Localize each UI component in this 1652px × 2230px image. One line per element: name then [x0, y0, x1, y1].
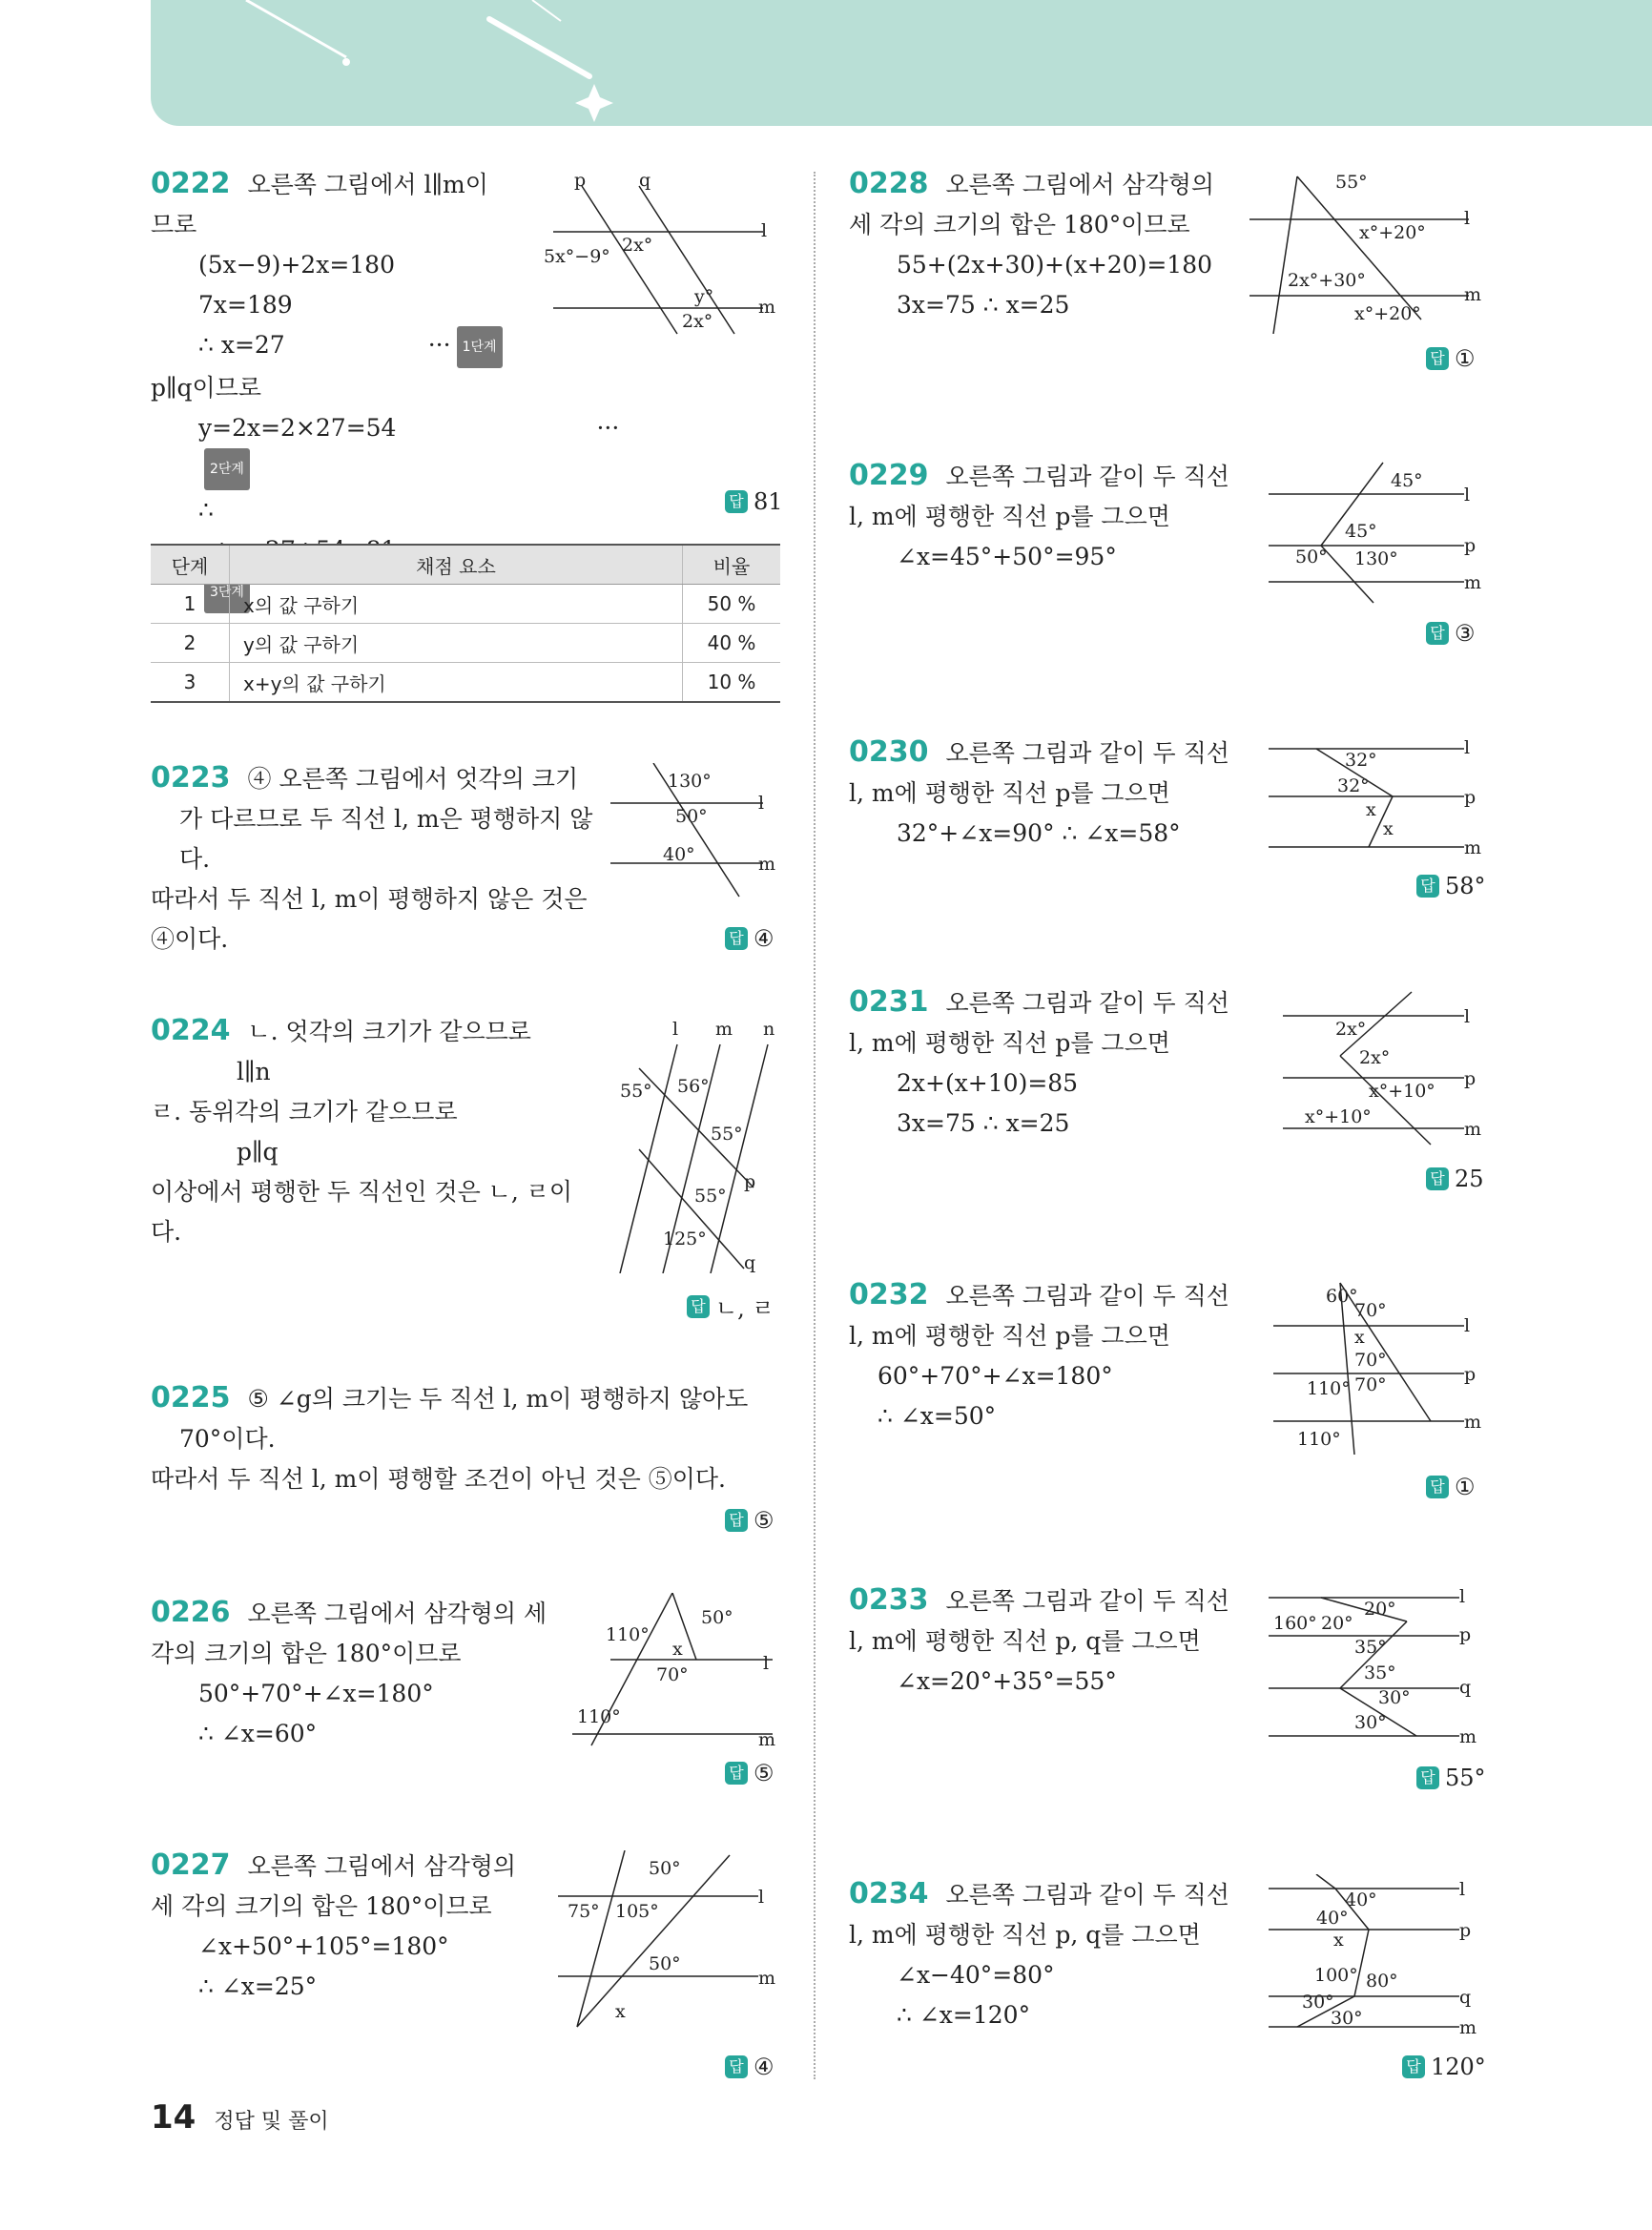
svg-text:l: l [1464, 208, 1471, 229]
svg-text:x°+20°: x°+20° [1354, 303, 1421, 324]
svg-text:70°: 70° [656, 1664, 689, 1685]
step-tag: 2단계 [204, 448, 250, 490]
answer-0234 [1402, 2054, 1486, 2080]
svg-text:l: l [758, 793, 765, 814]
problem-number: 0225 [151, 1381, 231, 1414]
equation: (5x−9)+2x=180 [198, 251, 395, 279]
svg-text:50°: 50° [675, 806, 708, 827]
problem-0232 [849, 1275, 1249, 1436]
answer-badge: 답 [725, 1509, 748, 1532]
svg-text:30°: 30° [1331, 2008, 1363, 2029]
problem-number: 0233 [849, 1583, 929, 1617]
problem-number: 0223 [151, 761, 231, 795]
text-line: 오른쪽 그림과 같이 두 직선 [945, 1881, 1229, 1909]
svg-text:q: q [1459, 1987, 1472, 2008]
svg-text:35°: 35° [1354, 1637, 1387, 1658]
text-line: l, m에 평행한 직선 p를 그으면 [849, 779, 1170, 807]
problem-0224 [151, 1011, 599, 1252]
answer-0233 [1416, 1765, 1486, 1791]
svg-text:l: l [761, 220, 768, 241]
problem-number: 0226 [151, 1596, 231, 1629]
svg-text:2x°: 2x° [1335, 1019, 1367, 1040]
equation: ∠x=45°+50°=95° [897, 543, 1117, 570]
figure-0222 [544, 167, 782, 339]
text-line: 오른쪽 그림에서 l∥m이 [247, 171, 488, 198]
equation: ∠x−40°=80° [897, 1961, 1055, 1989]
problem-0233 [849, 1580, 1259, 1702]
svg-text:x°+20°: x°+20° [1359, 222, 1426, 243]
text-line: ㄴ. 엇각의 크기가 같으므로 [247, 1018, 531, 1045]
figure-0224 [610, 1016, 792, 1273]
footer-title: 정답 및 풀이 [214, 2110, 329, 2134]
text-line: 세 각의 크기의 합은 180°이므로 [151, 1892, 492, 1920]
equation: 50°+70°+∠x=180° [198, 1680, 434, 1707]
answer-badge: 답 [725, 927, 748, 950]
svg-text:m: m [715, 1019, 733, 1040]
svg-text:50°: 50° [649, 1858, 681, 1879]
svg-text:55°: 55° [711, 1124, 743, 1145]
svg-text:p: p [744, 1171, 756, 1192]
figure-0234 [1259, 1874, 1483, 2036]
answer-0225 [725, 1507, 774, 1534]
text-line: ⑤ ∠g의 크기는 두 직선 l, m이 평행하지 않아도 [247, 1385, 749, 1413]
problem-0225 [151, 1378, 799, 1499]
svg-text:30°: 30° [1354, 1712, 1387, 1733]
svg-text:2x°: 2x° [1359, 1047, 1391, 1068]
svg-text:m: m [1459, 1726, 1477, 1747]
problem-0228 [849, 164, 1240, 325]
svg-text:110°: 110° [1297, 1429, 1341, 1450]
answer-value: ③ [1455, 620, 1476, 647]
svg-text:45°: 45° [1391, 470, 1423, 491]
svg-text:20°: 20° [1321, 1613, 1353, 1634]
svg-text:l: l [1464, 485, 1471, 506]
answer-0228 [1426, 345, 1476, 372]
page-footer [151, 2098, 329, 2137]
svg-text:5x°−9°: 5x°−9° [544, 246, 610, 267]
text-line: l, m에 평행한 직선 p를 그으면 [849, 1029, 1170, 1057]
equation: y=2x=2×27=54 [198, 413, 397, 442]
figure-0227 [548, 1850, 792, 2041]
text-line: 오른쪽 그림에서 삼각형의 [247, 1852, 517, 1880]
svg-text:130°: 130° [668, 771, 712, 792]
svg-text:l: l [1464, 1006, 1471, 1027]
header-band [151, 0, 1652, 126]
text-line: 각의 크기의 합은 180°이므로 [151, 1640, 462, 1667]
svg-text:x: x [1383, 818, 1394, 839]
svg-text:70°: 70° [1354, 1374, 1387, 1395]
sparkle-decoration [151, 0, 1652, 126]
problem-number: 0227 [151, 1848, 231, 1882]
answer-badge: 답 [1426, 1476, 1449, 1498]
table-row: 2 y의 값 구하기 40 % [151, 624, 780, 663]
svg-text:l: l [1459, 1586, 1466, 1607]
svg-text:p: p [574, 170, 587, 191]
step-tag: 1단계 [457, 326, 503, 368]
svg-text:45°: 45° [1345, 521, 1377, 542]
svg-text:50°: 50° [1295, 547, 1328, 568]
svg-text:130°: 130° [1354, 548, 1398, 569]
svg-text:125°: 125° [663, 1229, 707, 1249]
svg-text:40°: 40° [663, 844, 695, 865]
answer-0231 [1426, 1166, 1484, 1192]
svg-text:2x°: 2x° [682, 311, 713, 332]
answer-0232 [1426, 1474, 1476, 1500]
equation: 2x+(x+10)=85 [897, 1069, 1079, 1097]
problem-0231 [849, 982, 1249, 1144]
text-line: 오른쪽 그림과 같이 두 직선 [945, 989, 1229, 1017]
equation: 55+(2x+30)+(x+20)=180 [897, 251, 1213, 279]
svg-text:2x°+30°: 2x°+30° [1288, 270, 1366, 291]
svg-text:n: n [763, 1019, 775, 1040]
figure-0230 [1259, 734, 1483, 863]
equation: ∴ ∠x=50° [878, 1402, 997, 1430]
svg-text:32°: 32° [1337, 775, 1370, 796]
equation: ∴ ∠x=120° [897, 2001, 1031, 2029]
answer-badge: 답 [1426, 1167, 1449, 1190]
problem-0227 [151, 1846, 561, 2007]
table-header: 단계 [151, 545, 230, 585]
equation: l∥n [237, 1058, 271, 1085]
svg-text:x°+10°: x°+10° [1369, 1081, 1435, 1102]
text-line: ④ 오른쪽 그림에서 엇각의 크기 [247, 765, 579, 793]
svg-text:m: m [758, 1968, 776, 1989]
figure-0232 [1269, 1278, 1483, 1464]
answer-value: ⑤ [754, 1507, 774, 1534]
problem-number: 0224 [151, 1014, 231, 1047]
table-header: 비율 [683, 545, 781, 585]
problem-0223 [151, 758, 599, 960]
figure-0223 [601, 763, 792, 906]
answer-value: 120° [1431, 2054, 1486, 2080]
table-row: 1 x의 값 구하기 50 % [151, 585, 780, 624]
answer-value: 25 [1455, 1166, 1484, 1192]
text-line: 다. [179, 845, 211, 873]
answer-0224 [687, 1290, 774, 1323]
page-number: 14 [151, 2098, 196, 2137]
text-line: l, m에 평행한 직선 p를 그으면 [849, 503, 1170, 530]
svg-text:m: m [1464, 837, 1482, 858]
problem-number: 0232 [849, 1278, 929, 1311]
svg-text:p: p [1464, 1364, 1476, 1385]
problem-0226 [151, 1593, 561, 1754]
svg-text:q: q [639, 170, 651, 191]
svg-text:110°: 110° [606, 1624, 650, 1645]
equation: ∴ ∠x=60° [198, 1720, 318, 1747]
svg-text:m: m [758, 854, 776, 875]
answer-badge: 답 [687, 1295, 710, 1318]
equation: 60°+70°+∠x=180° [878, 1362, 1113, 1390]
svg-text:160°: 160° [1273, 1613, 1317, 1634]
svg-text:x: x [1333, 1930, 1344, 1951]
answer-0227 [725, 2054, 774, 2080]
svg-text:40°: 40° [1316, 1908, 1349, 1929]
svg-text:x: x [1366, 799, 1376, 820]
equation: ∴ [198, 496, 214, 524]
answer-value: 55° [1445, 1765, 1486, 1791]
svg-text:x: x [1354, 1327, 1365, 1348]
answer-badge: 답 [1402, 2055, 1425, 2078]
problem-number: 0228 [849, 167, 929, 200]
answer-value: 58° [1445, 873, 1486, 899]
svg-text:75°: 75° [568, 1901, 600, 1922]
problem-0230 [849, 733, 1249, 854]
step-tag: 3단계 [204, 571, 250, 613]
equation: ∴ x=27 [198, 331, 285, 359]
svg-text:55°: 55° [1335, 172, 1368, 193]
answer-value: ㄴ, ㄹ [715, 1295, 774, 1322]
problem-number: 0222 [151, 167, 231, 200]
svg-text:l: l [1464, 737, 1471, 758]
answer-badge: 답 [1416, 1766, 1439, 1789]
svg-text:70°: 70° [1354, 1300, 1387, 1321]
answer-value: ⑤ [754, 1760, 774, 1786]
svg-text:y°: y° [694, 286, 714, 307]
answer-value: ① [1455, 1474, 1476, 1500]
svg-text:55°: 55° [694, 1186, 727, 1207]
svg-text:q: q [744, 1252, 756, 1273]
answer-badge: 답 [725, 1762, 748, 1785]
text-line: 오른쪽 그림에서 삼각형의 세 [247, 1600, 547, 1627]
text-line: 므로 [151, 211, 197, 238]
equation: 32°+∠x=90° ∴ ∠x=58° [897, 819, 1181, 847]
svg-text:l: l [758, 1887, 765, 1908]
svg-text:p: p [1464, 1068, 1476, 1089]
svg-text:p: p [1459, 1624, 1472, 1645]
text-line: 오른쪽 그림에서 삼각형의 [945, 171, 1215, 198]
svg-text:m: m [1459, 2017, 1477, 2036]
svg-text:m: m [758, 297, 776, 318]
svg-text:105°: 105° [615, 1901, 659, 1922]
text-line: ④이다. [151, 925, 229, 953]
problem-number: 0229 [849, 459, 929, 492]
problem-number: 0230 [849, 735, 929, 769]
equation: 3x=75 ∴ x=25 [897, 1109, 1070, 1137]
answer-badge: 답 [725, 2055, 748, 2078]
equation: 7x=189 [198, 291, 293, 319]
text-line: 따라서 두 직선 l, m이 평행하지 않은 것은 [151, 885, 588, 913]
svg-text:100°: 100° [1314, 1965, 1358, 1986]
answer-0226 [725, 1760, 774, 1786]
svg-text:l: l [1459, 1879, 1466, 1900]
equation: 3x=75 ∴ x=25 [897, 291, 1070, 319]
equation: p∥q [237, 1138, 279, 1166]
answer-value: ① [1455, 345, 1476, 372]
equation: ∴ ∠x=25° [198, 1972, 318, 2000]
answer-badge: 답 [1426, 347, 1449, 370]
svg-text:110°: 110° [577, 1706, 621, 1727]
text-line: l, m에 평행한 직선 p, q를 그으면 [849, 1921, 1201, 1949]
figure-0226 [572, 1593, 792, 1750]
svg-text:35°: 35° [1364, 1662, 1396, 1683]
svg-text:50°: 50° [701, 1607, 733, 1628]
text-line: 가 다르므로 두 직선 l, m은 평행하지 않 [179, 805, 593, 833]
svg-text:l: l [672, 1019, 679, 1040]
svg-text:2x°: 2x° [622, 235, 653, 256]
text-line: ㄹ. 동위각의 크기가 같으므로 [151, 1098, 458, 1125]
svg-text:x: x [672, 1639, 683, 1660]
figure-0228 [1245, 167, 1483, 334]
svg-text:50°: 50° [649, 1953, 681, 1974]
svg-text:30°: 30° [1378, 1687, 1411, 1708]
svg-text:m: m [1464, 284, 1482, 305]
answer-value: ④ [754, 2054, 774, 2080]
scoring-table [151, 544, 780, 703]
text-line: p∥q이므로 [151, 373, 262, 402]
text-line: l, m에 평행한 직선 p를 그으면 [849, 1322, 1170, 1350]
svg-text:m: m [1464, 1412, 1482, 1433]
text-line: 오른쪽 그림과 같이 두 직선 [945, 463, 1229, 490]
text-line: 이상에서 평행한 두 직선인 것은 ㄴ, ㄹ이다. [151, 1178, 573, 1246]
problem-number: 0231 [849, 985, 929, 1019]
figure-0229 [1259, 458, 1483, 610]
column-divider [814, 172, 816, 2079]
answer-0223 [725, 925, 774, 952]
answer-badge: 답 [725, 490, 748, 513]
answer-badge: 답 [1426, 622, 1449, 645]
svg-text:x°+10°: x°+10° [1305, 1106, 1372, 1127]
problem-0234 [849, 1874, 1259, 2035]
problem-0222: 0222 오른쪽 그림에서 l∥m이 므로 (5x−9)+2x=180 7x=189 ∴ x=27 ··· 1단계 p∥q이므로 y=2x=2×27=54 ···2단계 ∴ 3단계 [151, 164, 542, 613]
text-line: 오른쪽 그림과 같이 두 직선 [945, 1587, 1229, 1615]
text-line: 70°이다. [179, 1425, 276, 1453]
text-line: 세 각의 크기의 합은 180°이므로 [849, 211, 1190, 238]
answer-0222 [725, 488, 783, 515]
svg-text:55°: 55° [620, 1081, 652, 1102]
svg-text:p: p [1464, 535, 1476, 556]
problem-number: 0234 [849, 1877, 929, 1910]
svg-text:110°: 110° [1307, 1378, 1351, 1399]
text-line: 오른쪽 그림과 같이 두 직선 [945, 739, 1229, 767]
svg-text:p: p [1464, 787, 1476, 808]
svg-text:40°: 40° [1345, 1889, 1377, 1910]
equation: ∠x+50°+105°=180° [198, 1932, 449, 1960]
svg-text:32°: 32° [1345, 750, 1377, 771]
svg-text:l: l [1464, 1315, 1471, 1336]
answer-0230 [1416, 873, 1486, 899]
svg-text:x: x [615, 2001, 626, 2022]
answer-value: 81 [754, 488, 783, 515]
table-row: 3 x+y의 값 구하기 10 % [151, 663, 780, 703]
svg-text:20°: 20° [1364, 1599, 1396, 1620]
text-line: l, m에 평행한 직선 p, q를 그으면 [849, 1627, 1201, 1655]
svg-text:m: m [758, 1729, 776, 1750]
text-line: 따라서 두 직선 l, m이 평행할 조건이 아닌 것은 ⑤이다. [151, 1465, 726, 1493]
svg-text:56°: 56° [677, 1076, 710, 1097]
svg-text:60°: 60° [1326, 1286, 1358, 1307]
equation: ∠x=20°+35°=55° [897, 1667, 1117, 1695]
problem-0229 [849, 456, 1249, 577]
svg-text:80°: 80° [1366, 1971, 1398, 1992]
table-header: 채점 요소 [230, 545, 683, 585]
svg-text:70°: 70° [1354, 1350, 1387, 1371]
svg-text:m: m [1464, 1119, 1482, 1140]
svg-text:p: p [1459, 1920, 1472, 1941]
svg-text:l: l [763, 1653, 770, 1674]
svg-text:q: q [1459, 1677, 1472, 1698]
answer-0229 [1426, 620, 1476, 647]
answer-value: ④ [754, 925, 774, 952]
text-line: 오른쪽 그림과 같이 두 직선 [945, 1282, 1229, 1310]
svg-text:m: m [1464, 572, 1482, 593]
svg-text:30°: 30° [1302, 1992, 1334, 2013]
answer-badge: 답 [1416, 875, 1439, 898]
figure-0231 [1278, 987, 1483, 1149]
figure-0233 [1264, 1583, 1483, 1750]
